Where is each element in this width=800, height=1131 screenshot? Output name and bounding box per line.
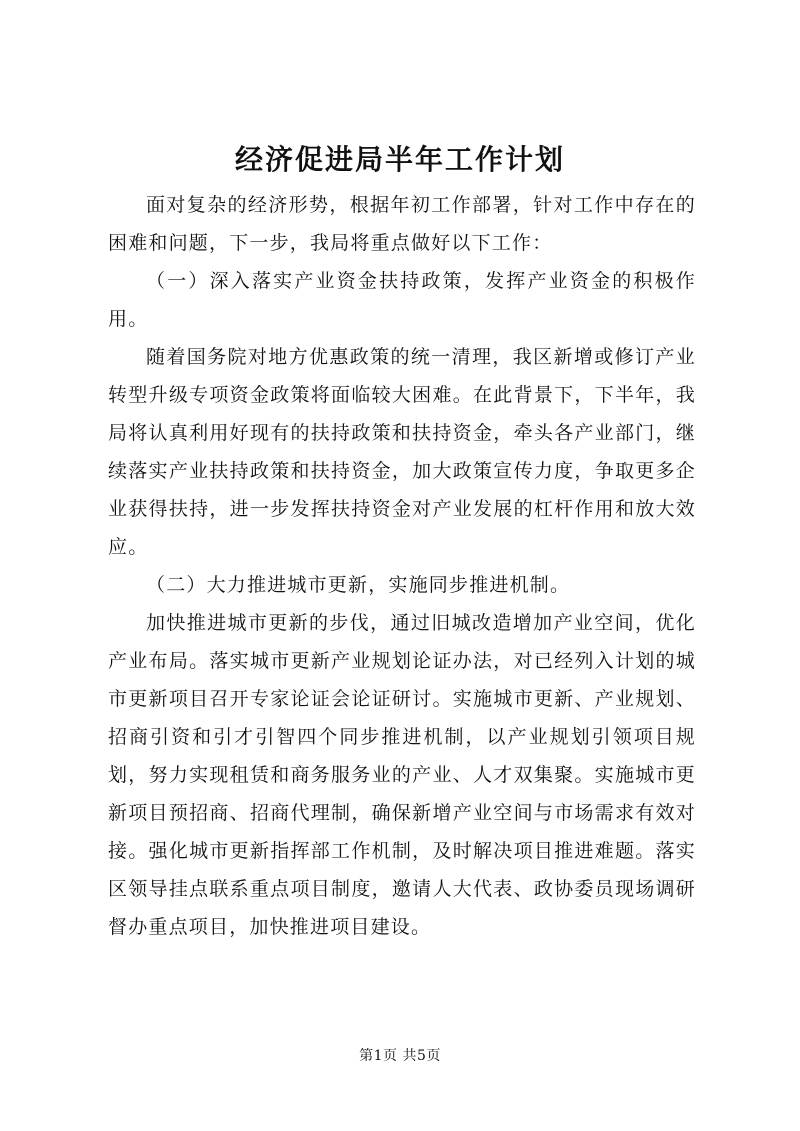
section-2-paragraph: 加快推进城市更新的步伐，通过旧城改造增加产业空间，优化产业布局。落实城市更新产业规划论证办法，对已经列入计划的城市更新项目召开专家论证会论证研讨。实施城市更新、产业规划、招商引资和引才引智四个同步推进机制，以产业规划引领项目规划，努力实现租赁和商务服务业的产业、人才双集聚。实施城市更新项目预招商、招商代理制，确保新增产业空间与市场需求有效对接。强化城市更新指挥部工作机制，及时解决项目推进难题。落实区领导挂点联系重点项目制度，邀请人大代表、政协委员现场调研督办重点项目，加快推进项目建设。 — [108, 612, 696, 938]
section-heading-1: （一）深入落实产业资金扶持政策，发挥产业资金的积极作用。 — [108, 270, 696, 330]
page-number: 第1页 共5页 — [359, 1048, 441, 1064]
document-title: 经济促进局半年工作计划 — [234, 143, 565, 176]
section-heading-2: （二）大力推进城市更新，实施同步推进机制。 — [146, 574, 571, 596]
intro-paragraph: 面对复杂的经济形势，根据年初工作部署，针对工作中存在的困难和问题，下一步，我局将重点做好以下工作： — [108, 194, 696, 254]
section-1-paragraph: 随着国务院对地方优惠政策的统一清理，我区新增或修订产业转型升级专项资金政策将面临较大困难。在此背景下，下半年，我局将认真利用好现有的扶持政策和扶持资金，牵头各产业部门，继续落实产业扶持政策和扶持资金，加大政策宣传力度，争取更多企业获得扶持，进一步发挥扶持资金对产业发展的杠杆作用和放大效应。 — [108, 346, 696, 558]
document-body — [108, 186, 696, 946]
